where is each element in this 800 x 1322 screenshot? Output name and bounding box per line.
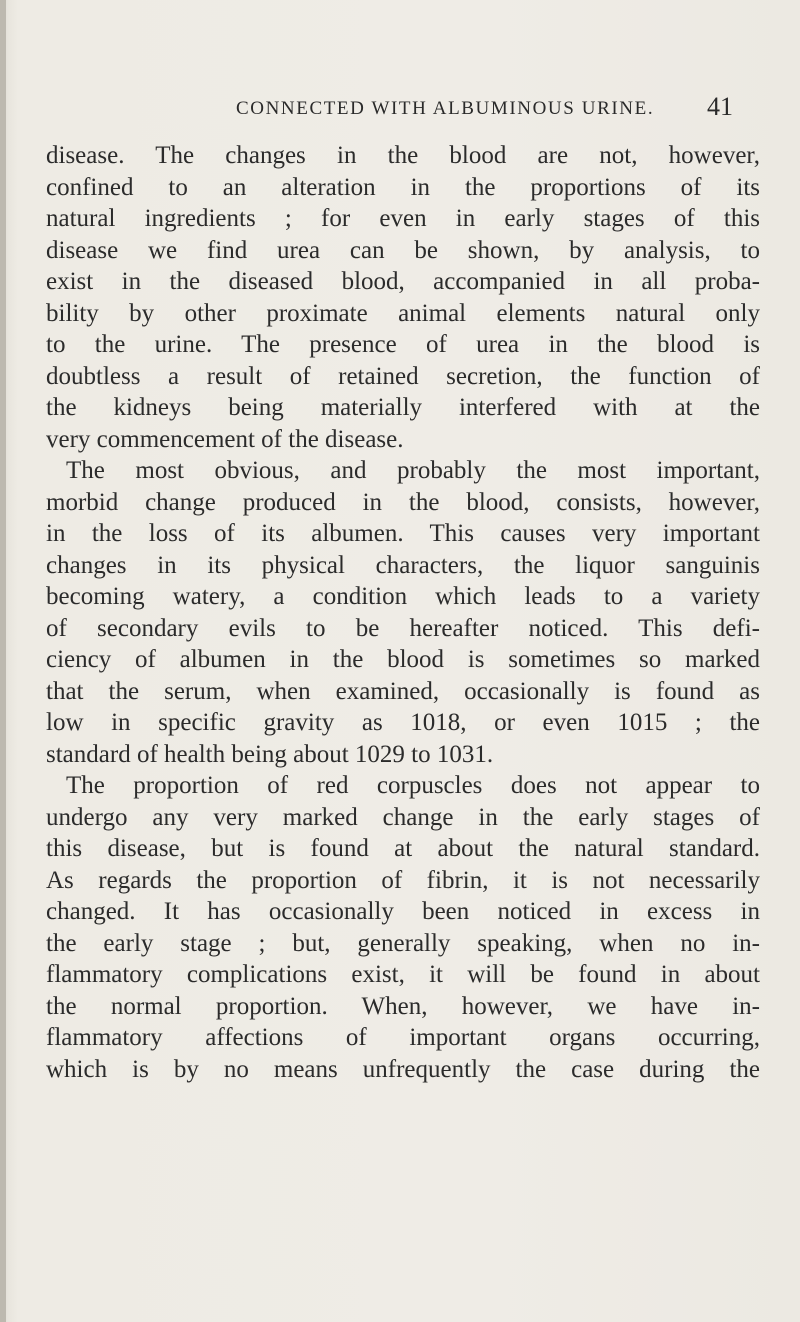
- binding-shadow: [0, 0, 6, 1322]
- text-line: doubtless a result of retained secretion, the function of: [46, 362, 760, 390]
- text-line: confined to an alteration in the proportions of its: [46, 173, 760, 201]
- text-line: The proportion of red corpuscles does not appear to: [66, 772, 760, 799]
- text-line: exist in the diseased blood, accompanied in all proba-: [46, 268, 760, 295]
- text-line: which is by no means unfrequently the case during the: [46, 1055, 760, 1083]
- text-line: the kidneys being materially interfered with at the: [46, 394, 760, 421]
- text-line: flammatory affections of important organs occurring,: [46, 1024, 760, 1051]
- body-text: [46, 140, 760, 1085]
- text-line: very commencement of the disease.: [46, 425, 404, 453]
- text-line: flammatory complications exist, it will be found in about: [46, 961, 760, 988]
- text-line: the normal proportion. When, however, we have in-: [46, 992, 760, 1020]
- text-line: morbid change produced in the blood, consists, however,: [46, 488, 760, 516]
- paragraph-2: [46, 455, 760, 770]
- text-line: in the loss of its albumen. This causes very important: [46, 520, 760, 547]
- text-line: low in specific gravity as 1018, or even 1015 ; the: [46, 709, 760, 736]
- text-line: As regards the proportion of fibrin, it is not necessarily: [46, 866, 760, 894]
- text-line: this disease, but is found at about the natural standard.: [46, 835, 760, 862]
- text-line: changes in its physical characters, the liquor sanguinis: [46, 551, 760, 579]
- text-line: the early stage ; but, generally speaking, when no in-: [46, 929, 760, 957]
- text-line: disease. The changes in the blood are not, however,: [46, 142, 760, 169]
- text-line: natural ingredients ; for even in early stages of this: [46, 205, 760, 232]
- text-line: becoming watery, a condition which leads to a variety: [46, 583, 760, 610]
- running-title: CONNECTED WITH ALBUMINOUS URINE.: [236, 98, 655, 119]
- page-number: 41: [707, 92, 733, 121]
- paragraph-1: [46, 140, 760, 455]
- text-line: ciency of albumen in the blood is sometimes so marked: [46, 646, 760, 673]
- text-line: disease we find urea can be shown, by analysis, to: [46, 236, 760, 264]
- text-line: standard of health being about 1029 to 1031.: [46, 740, 494, 768]
- text-line: of secondary evils to be hereafter noticed. This defi-: [46, 614, 760, 642]
- text-line: to the urine. The presence of urea in the blood is: [46, 331, 760, 358]
- text-line: The most obvious, and probably the most important,: [66, 457, 760, 484]
- running-head: [0, 92, 800, 128]
- text-line: changed. It has occasionally been noticed in excess in: [46, 898, 760, 925]
- text-line: bility by other proximate animal elements natural only: [46, 299, 760, 327]
- text-line: undergo any very marked change in the early stages of: [46, 803, 760, 831]
- text-line: that the serum, when examined, occasionally is found as: [46, 677, 760, 705]
- paragraph-3: [46, 770, 760, 1085]
